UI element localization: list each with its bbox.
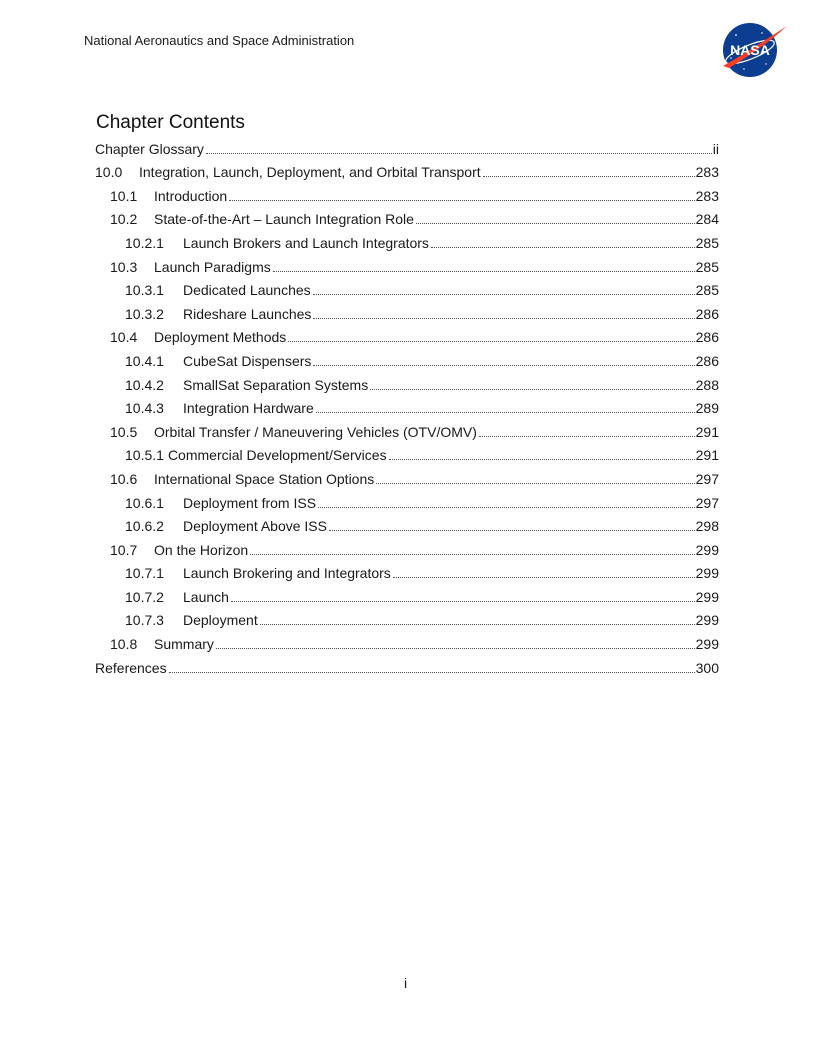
toc-entry-page: 299 xyxy=(695,541,719,558)
dot-leader xyxy=(479,435,695,437)
toc-entry-text: State-of-the-Art – Launch Integration Role xyxy=(154,211,414,228)
toc-entry-page: 298 xyxy=(695,518,719,535)
toc-entry-10-0[interactable] xyxy=(95,158,719,182)
toc-entry-10-8[interactable] xyxy=(95,629,719,653)
toc-entry-number: 10.0 xyxy=(95,164,123,181)
toc-entry-page: 299 xyxy=(695,565,719,582)
toc-entry-number: 10.5 xyxy=(110,423,138,440)
toc-entry-page: 289 xyxy=(695,400,719,417)
toc-entry-text: Summary xyxy=(154,636,214,653)
dot-leader xyxy=(329,529,695,531)
dot-leader xyxy=(273,270,695,272)
toc-entry-number: 10.7.1 xyxy=(125,565,164,582)
toc-entry-number: 10.8 xyxy=(110,636,138,653)
toc-entry-text: Launch Brokers and Launch Integrators xyxy=(183,234,429,251)
dot-leader xyxy=(313,364,694,366)
dot-leader xyxy=(393,576,695,578)
dot-leader xyxy=(313,317,694,319)
toc-entry-number: 10.1 xyxy=(110,187,138,204)
toc-entry-10-4-1[interactable] xyxy=(95,346,719,370)
dot-leader xyxy=(370,388,694,390)
nasa-meatball-logo-icon xyxy=(719,22,789,78)
chapter-contents-title: Chapter Contents xyxy=(96,112,245,133)
toc-entry-number: 10.4.3 xyxy=(125,400,164,417)
toc-entry-page: 285 xyxy=(695,258,719,275)
toc-entry-page: 286 xyxy=(695,329,719,346)
toc-entry-10-4-2[interactable] xyxy=(95,370,719,394)
toc-entry-page: 284 xyxy=(695,211,719,228)
toc-entry-text: International Space Station Options xyxy=(154,470,375,487)
toc-entry-text: Chapter Glossary xyxy=(95,140,204,157)
toc-entry-text: Orbital Transfer / Maneuvering Vehicles (OTV/OMV) xyxy=(154,423,477,440)
toc-entry-10-3[interactable] xyxy=(95,252,719,276)
toc-entry-text: SmallSat Separation Systems xyxy=(183,376,369,393)
toc-entry-10-7-3[interactable] xyxy=(95,606,719,630)
toc-entry-text: References xyxy=(95,659,167,676)
toc-entry-page: 285 xyxy=(695,234,719,251)
toc-entry-number: 10.3.1 xyxy=(125,282,164,299)
header-organization: National Aeronautics and Space Administration xyxy=(84,33,355,48)
toc-entry-page: ii xyxy=(712,140,719,157)
toc-entry-10-3-1[interactable] xyxy=(95,276,719,300)
toc-entry-number: 10.4 xyxy=(110,329,138,346)
toc-entry-10-6-2[interactable] xyxy=(95,512,719,536)
dot-leader xyxy=(313,293,695,295)
dot-leader xyxy=(389,458,695,460)
toc-entry-text: CubeSat Dispensers xyxy=(183,352,312,369)
toc-entry-chapter-glossary[interactable] xyxy=(95,134,719,158)
toc-entry-10-3-2[interactable] xyxy=(95,299,719,323)
toc-entry-page: 285 xyxy=(695,282,719,299)
toc-entry-number: 10.3.2 xyxy=(125,305,164,322)
toc-entry-text: Integration Hardware xyxy=(183,400,314,417)
dot-leader xyxy=(169,671,695,673)
toc-entry-page: 291 xyxy=(695,423,719,440)
toc-entry-number: 10.5.1 xyxy=(125,447,164,464)
toc-entry-page: 288 xyxy=(695,376,719,393)
toc-entry-page: 299 xyxy=(695,588,719,605)
toc-entry-text: Dedicated Launches xyxy=(183,282,311,299)
toc-entry-10-7-1[interactable] xyxy=(95,559,719,583)
toc-entry-page: 283 xyxy=(695,164,719,181)
toc-entry-text: Rideshare Launches xyxy=(183,305,312,322)
dot-leader xyxy=(318,506,695,508)
toc-entry-page: 286 xyxy=(695,305,719,322)
toc-entry-page: 297 xyxy=(695,494,719,511)
toc-entry-page: 286 xyxy=(695,352,719,369)
toc-entry-number: 10.2.1 xyxy=(125,234,164,251)
toc-entry-10-6-1[interactable] xyxy=(95,488,719,512)
dot-leader xyxy=(483,175,695,177)
toc-entry-text: Launch xyxy=(183,588,229,605)
toc-entry-10-5[interactable] xyxy=(95,417,719,441)
toc-entry-references[interactable] xyxy=(95,653,719,677)
toc-entry-text: Launch Paradigms xyxy=(154,258,271,275)
dot-leader xyxy=(216,647,695,649)
footer-page-number: i xyxy=(404,975,408,991)
toc-entry-number: 10.6.1 xyxy=(125,494,164,511)
toc-entry-10-7-2[interactable] xyxy=(95,582,719,606)
dot-leader xyxy=(231,600,695,602)
dot-leader xyxy=(229,199,694,201)
toc-entry-10-2-1[interactable] xyxy=(95,228,719,252)
toc-entry-text: Launch Brokering and Integrators xyxy=(183,565,391,582)
toc-entry-text: On the Horizon xyxy=(154,541,249,558)
toc-entry-text: Deployment Methods xyxy=(154,329,287,346)
toc-entry-number: 10.6 xyxy=(110,470,138,487)
dot-leader xyxy=(206,152,712,154)
toc-entry-page: 299 xyxy=(695,636,719,653)
toc-entry-page: 300 xyxy=(695,659,719,676)
toc-entry-text: Deployment xyxy=(183,612,258,629)
toc-entry-number: 10.4.2 xyxy=(125,376,164,393)
dot-leader xyxy=(288,340,694,342)
toc-entry-page: 297 xyxy=(695,470,719,487)
toc-entry-text: Deployment from ISS xyxy=(183,494,317,511)
table-of-contents xyxy=(95,134,719,677)
toc-entry-page: 299 xyxy=(695,612,719,629)
toc-entry-page: 291 xyxy=(695,447,719,464)
nasa-logo-text: NASA xyxy=(730,42,770,58)
toc-entry-number: 10.6.2 xyxy=(125,518,164,535)
toc-entry-text: Integration, Launch, Deployment, and Orbital Transport xyxy=(139,164,481,181)
toc-entry-number: 10.7.3 xyxy=(125,612,164,629)
toc-entry-10-2[interactable] xyxy=(95,205,719,229)
dot-leader xyxy=(376,482,694,484)
toc-entry-10-6[interactable] xyxy=(95,464,719,488)
toc-entry-text: Deployment Above ISS xyxy=(183,518,327,535)
toc-entry-number: 10.4.1 xyxy=(125,352,164,369)
toc-entry-number: 10.3 xyxy=(110,258,138,275)
toc-entry-10-5-1[interactable] xyxy=(95,441,719,465)
toc-entry-10-7[interactable] xyxy=(95,535,719,559)
toc-entry-10-1[interactable] xyxy=(95,181,719,205)
dot-leader xyxy=(250,553,694,555)
dot-leader xyxy=(260,623,695,625)
dot-leader xyxy=(316,411,695,413)
toc-entry-page: 283 xyxy=(695,187,719,204)
toc-entry-10-4-3[interactable] xyxy=(95,394,719,418)
toc-entry-text: Commercial Development/Services xyxy=(167,447,387,464)
dot-leader xyxy=(431,246,695,248)
toc-entry-number: 10.2 xyxy=(110,211,138,228)
toc-entry-10-4[interactable] xyxy=(95,323,719,347)
toc-entry-number: 10.7 xyxy=(110,541,138,558)
dot-leader xyxy=(416,222,695,224)
toc-entry-number: 10.7.2 xyxy=(125,588,164,605)
toc-entry-text: Introduction xyxy=(154,187,228,204)
